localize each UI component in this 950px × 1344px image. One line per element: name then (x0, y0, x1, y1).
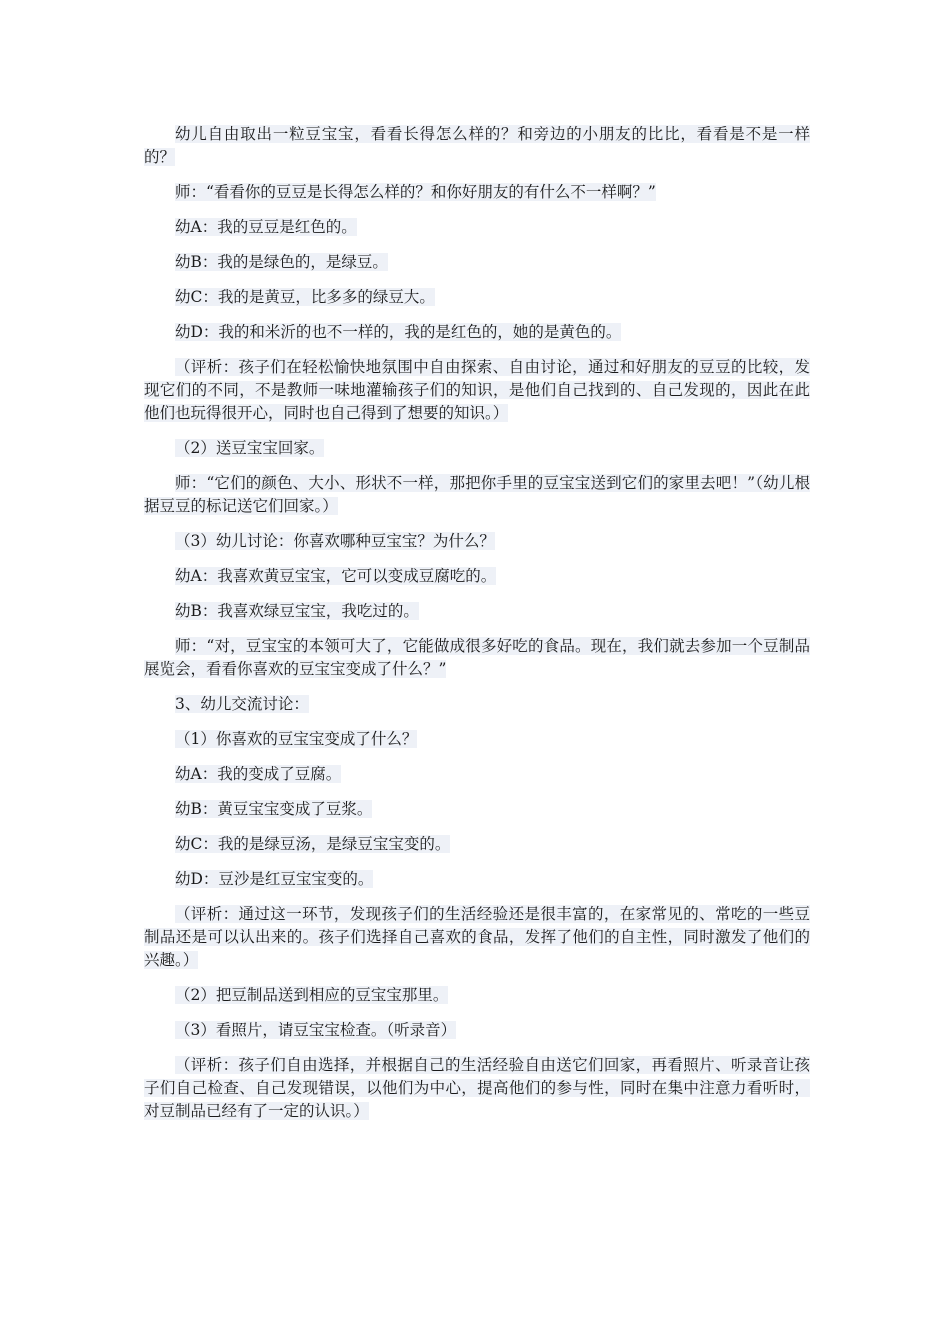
paragraph-text: 幼C：我的是黄豆，比多多的绿豆大。 (175, 288, 435, 306)
paragraph (144, 321, 810, 344)
paragraph-text: （评析：孩子们自由选择，并根据自己的生活经验自由送它们回家，再看照片、听录音让孩子们自己检查、自己发现错误，以他们为中心，提高他们的参与性，同时在集中注意力看听时，对豆制品已经有了一定的认识。） (144, 1056, 810, 1120)
paragraph-text: 幼C：我的是绿豆汤，是绿豆宝宝变的。 (175, 835, 451, 853)
paragraph (144, 798, 810, 821)
paragraph-text: （评析：通过这一环节，发现孩子们的生活经验还是很丰富的，在家常见的、常吃的一些豆制品还是可以认出来的。孩子们选择自己喜欢的食品，发挥了他们的自主性，同时激发了他们的兴趣。） (144, 905, 810, 969)
paragraph (144, 763, 810, 786)
paragraph (144, 530, 810, 553)
paragraph-text: （1）你喜欢的豆宝宝变成了什么？ (175, 730, 418, 748)
paragraph-text: 师：“对，豆宝宝的本领可大了，它能做成很多好吃的食品。现在，我们就去参加一个豆制品展览会，看看你喜欢的豆宝宝变成了什么？” (144, 637, 810, 678)
paragraph-text: 3、幼儿交流讨论： (175, 695, 309, 713)
paragraph (144, 472, 810, 518)
paragraph (144, 123, 810, 169)
paragraph-text: 幼B：黄豆宝宝变成了豆浆。 (175, 800, 373, 818)
paragraph-text: （3）看照片，请豆宝宝检查。（听录音） (175, 1021, 457, 1039)
paragraph (144, 635, 810, 681)
paragraph (144, 833, 810, 856)
paragraph (144, 728, 810, 751)
paragraph-text: 幼B：我的是绿色的，是绿豆。 (175, 253, 388, 271)
paragraph-text: 幼A：我喜欢黄豆宝宝，它可以变成豆腐吃的。 (175, 567, 497, 585)
paragraph (144, 1019, 810, 1042)
paragraph (144, 903, 810, 972)
paragraph-text: （2）送豆宝宝回家。 (175, 439, 325, 457)
paragraph-text: 师：“看看你的豆豆是长得怎么样的？和你好朋友的有什么不一样啊？” (175, 183, 656, 201)
paragraph-text: 师：“它们的颜色、大小、形状不一样，那把你手里的豆宝宝送到它们的家里去吧！”（幼儿根据豆豆的标记送它们回家。） (144, 474, 810, 515)
paragraph-text: 幼A：我的豆豆是红色的。 (175, 218, 357, 236)
paragraph (144, 868, 810, 891)
paragraph-text: 幼A：我的变成了豆腐。 (175, 765, 342, 783)
paragraph (144, 984, 810, 1007)
paragraph-text: 幼D：我的和米沂的也不一样的，我的是红色的，她的是黄色的。 (175, 323, 622, 341)
paragraph-text: 幼B：我喜欢绿豆宝宝，我吃过的。 (175, 602, 419, 620)
paragraph (144, 216, 810, 239)
paragraph (144, 437, 810, 460)
paragraph (144, 1054, 810, 1123)
paragraph-text: 幼D：豆沙是红豆宝宝变的。 (175, 870, 374, 888)
paragraph (144, 251, 810, 274)
paragraph (144, 565, 810, 588)
paragraph-text: （评析：孩子们在轻松愉快地氛围中自由探索、自由讨论，通过和好朋友的豆豆的比较，发现它们的不同，不是教师一味地灌输孩子们的知识，是他们自己找到的、自己发现的，因此在此他们也玩得很开心，同时也自己得到了想要的知识。） (144, 358, 810, 422)
paragraph (144, 600, 810, 623)
paragraph-text: （2）把豆制品送到相应的豆宝宝那里。 (175, 986, 449, 1004)
paragraph (144, 286, 810, 309)
paragraph (144, 181, 810, 204)
paragraph (144, 693, 810, 716)
paragraph (144, 356, 810, 425)
paragraph-text: 幼儿自由取出一粒豆宝宝，看看长得怎么样的？和旁边的小朋友的比比，看看是不是一样的？ (144, 125, 810, 166)
paragraph-text: （3）幼儿讨论：你喜欢哪种豆宝宝？为什么？ (175, 532, 495, 550)
document-body (144, 123, 810, 1135)
